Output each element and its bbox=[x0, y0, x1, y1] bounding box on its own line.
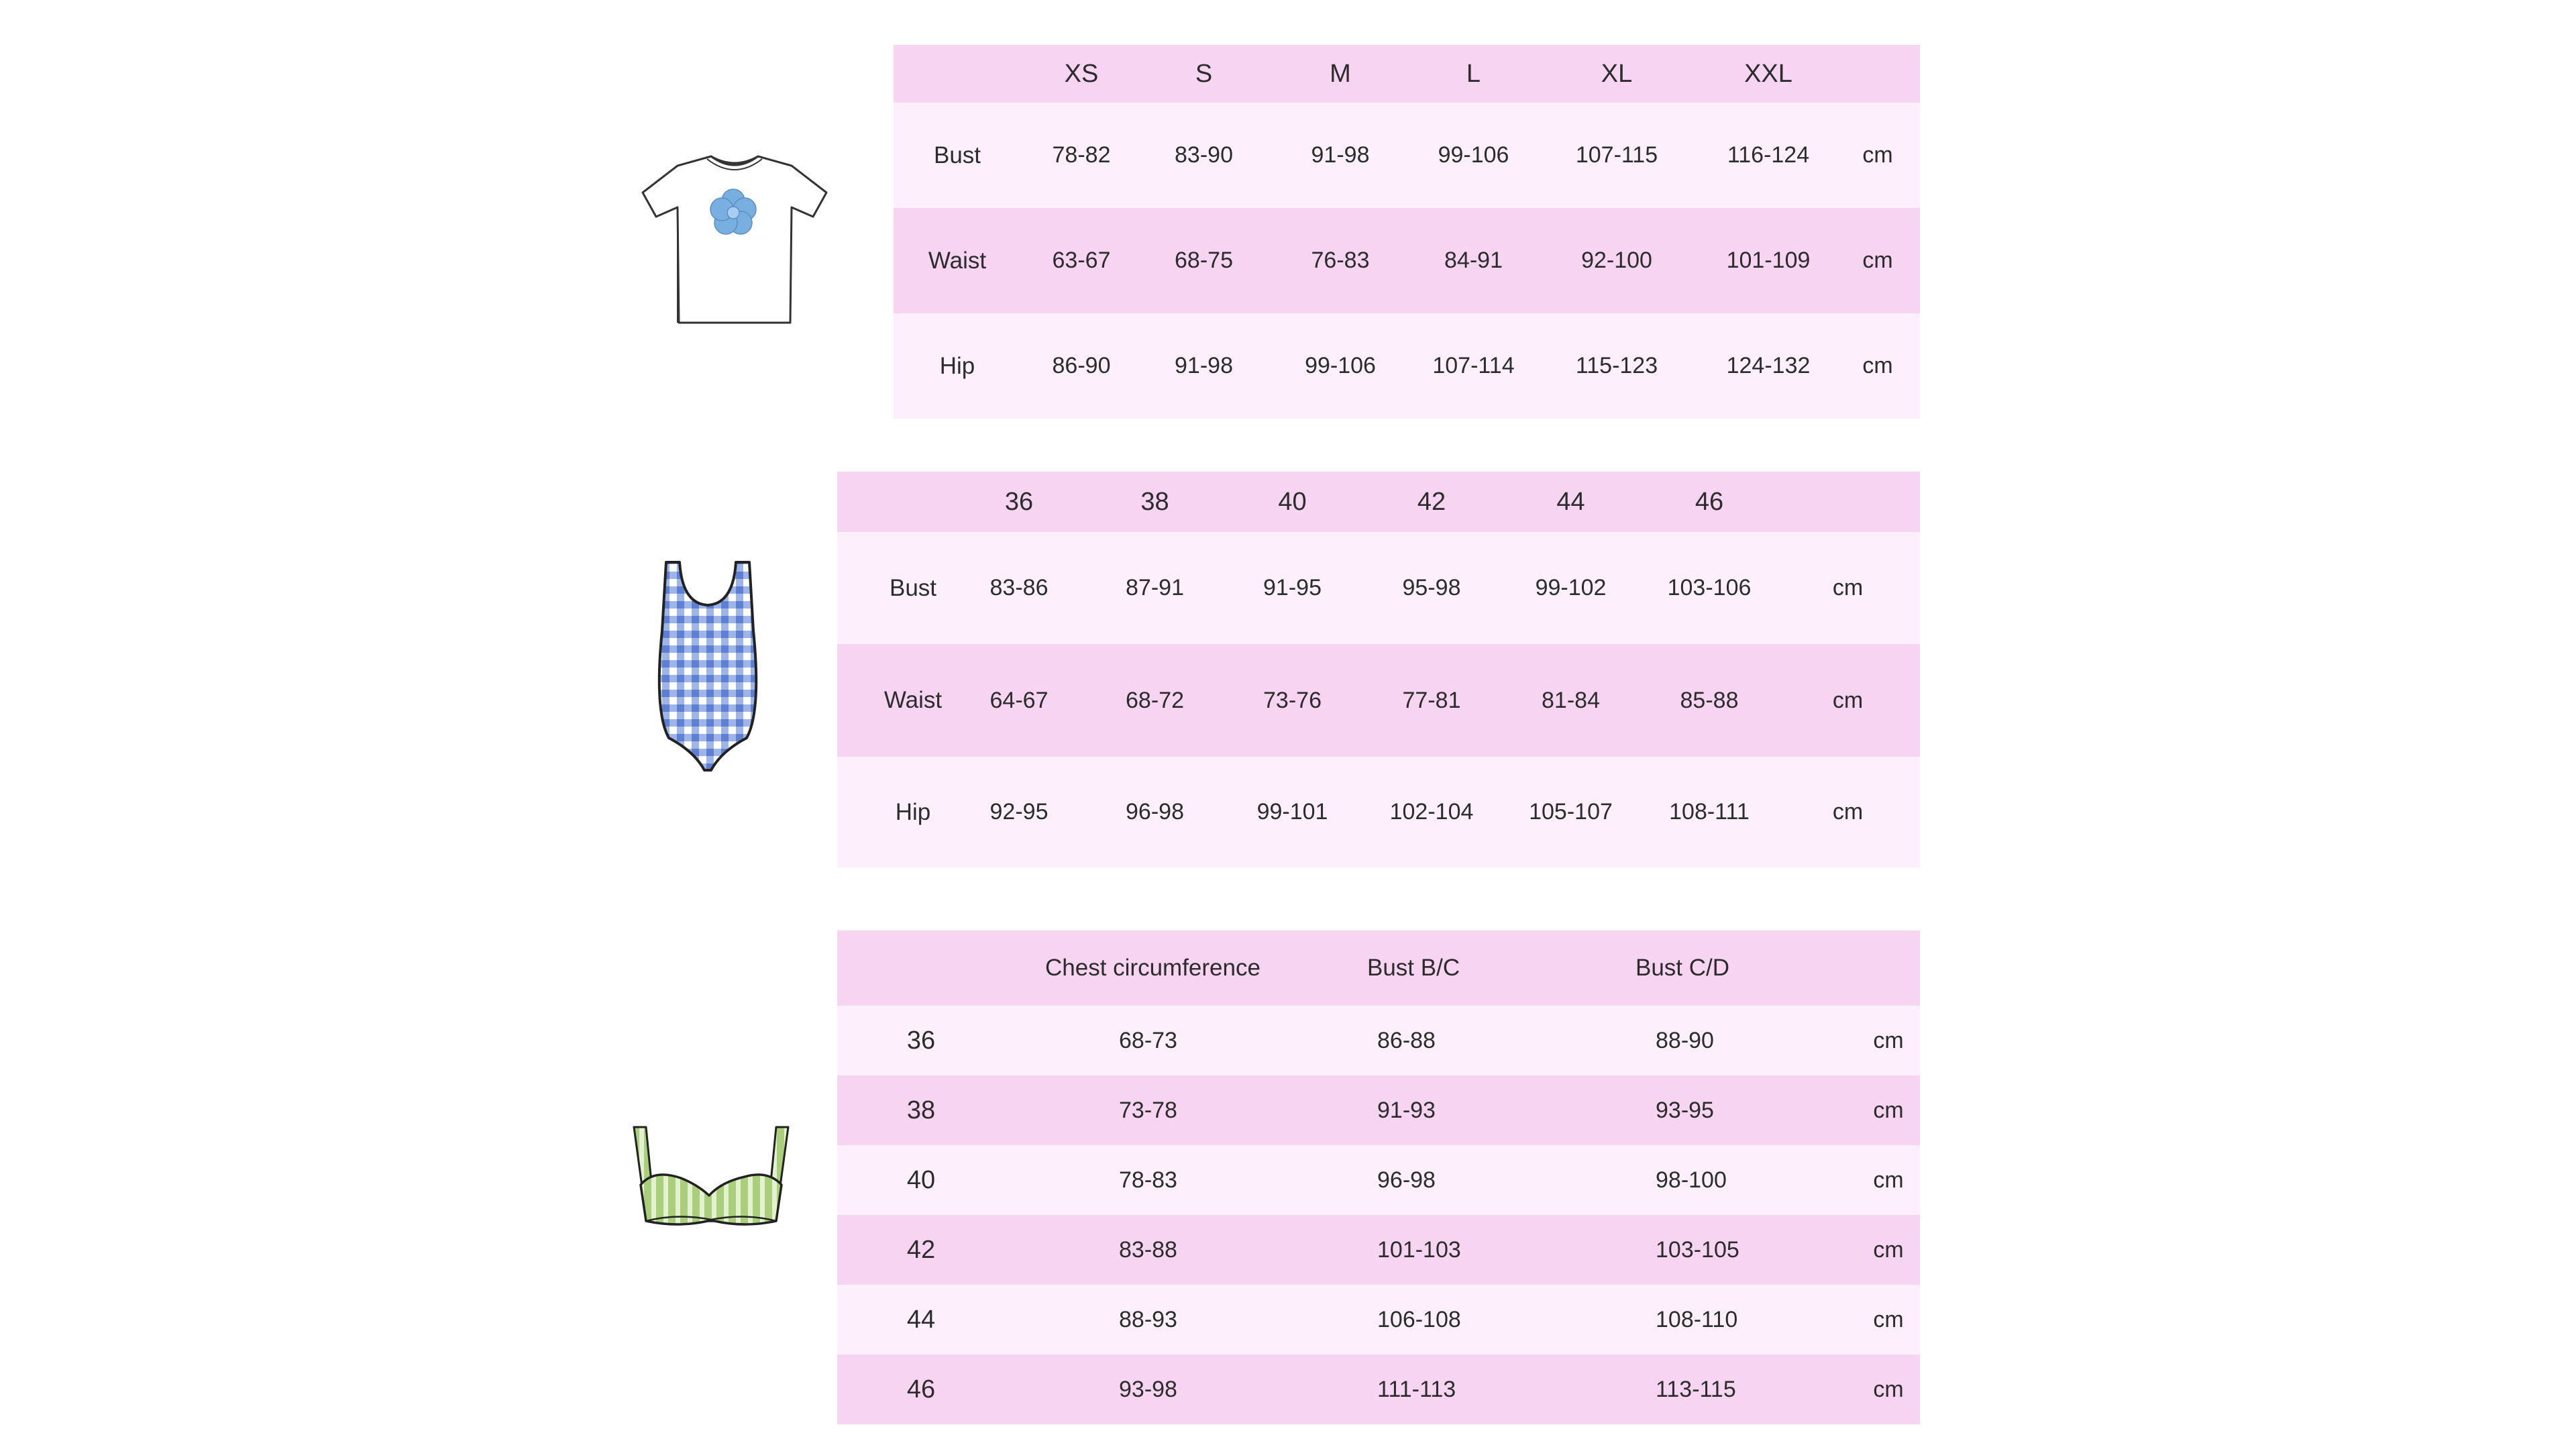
cell: 115-123 bbox=[1575, 353, 1658, 378]
cell: 95-98 bbox=[1402, 575, 1461, 600]
cell: 107-114 bbox=[1432, 353, 1515, 378]
size-header: 40 bbox=[1278, 487, 1307, 516]
cell: 88-90 bbox=[1656, 1027, 1714, 1053]
cell: 73-76 bbox=[1263, 687, 1322, 713]
size-header: XS bbox=[1064, 59, 1099, 88]
tshirt-icon bbox=[637, 151, 832, 329]
cell: 85-88 bbox=[1680, 687, 1739, 713]
cell: 105-107 bbox=[1529, 799, 1613, 825]
column-header: Chest circumference bbox=[1045, 955, 1260, 981]
cell: 98-100 bbox=[1656, 1167, 1727, 1193]
table-row bbox=[837, 644, 1920, 757]
size-label: 40 bbox=[906, 1165, 936, 1194]
size-label: 38 bbox=[906, 1096, 936, 1124]
cell: 96-98 bbox=[1126, 799, 1184, 825]
cell: 124-132 bbox=[1726, 353, 1811, 378]
cell: 93-95 bbox=[1656, 1097, 1714, 1123]
tshirt-header-row bbox=[894, 45, 1920, 103]
cell: 77-81 bbox=[1402, 687, 1461, 713]
table-row bbox=[837, 1145, 1920, 1215]
bikini-header-row bbox=[837, 931, 1920, 1006]
cell: 86-88 bbox=[1377, 1027, 1436, 1053]
cell: 64-67 bbox=[989, 687, 1049, 713]
unit-label: cm bbox=[1873, 1306, 1904, 1332]
size-header: 44 bbox=[1556, 487, 1585, 516]
cell: 92-95 bbox=[989, 799, 1049, 825]
cell: 83-90 bbox=[1175, 142, 1233, 168]
size-label: 46 bbox=[906, 1375, 936, 1403]
unit-label: cm bbox=[1862, 248, 1893, 273]
cell: 93-98 bbox=[1119, 1376, 1177, 1402]
size-label: 44 bbox=[906, 1305, 936, 1334]
cell: 87-91 bbox=[1126, 575, 1184, 600]
cell: 99-102 bbox=[1535, 575, 1607, 600]
swimsuit-header-row bbox=[837, 472, 1920, 532]
column-header: Bust C/D bbox=[1635, 955, 1730, 981]
cell: 101-109 bbox=[1726, 248, 1811, 273]
unit-label: cm bbox=[1873, 1097, 1904, 1123]
table-row bbox=[894, 103, 1920, 208]
cell: 83-88 bbox=[1119, 1236, 1177, 1263]
cell: 68-72 bbox=[1126, 687, 1184, 713]
cell: 81-84 bbox=[1542, 687, 1600, 713]
row-label: Waist bbox=[883, 687, 943, 713]
swimsuit-size-table bbox=[837, 472, 1920, 867]
unit-label: cm bbox=[1832, 687, 1864, 713]
cell: 102-104 bbox=[1389, 799, 1474, 825]
cell: 78-83 bbox=[1119, 1167, 1177, 1193]
row-label: Bust bbox=[933, 142, 981, 168]
cell: 92-100 bbox=[1581, 248, 1652, 273]
cell: 76-83 bbox=[1311, 248, 1370, 273]
size-header: XL bbox=[1601, 59, 1633, 88]
size-header: XXL bbox=[1744, 59, 1792, 88]
unit-label: cm bbox=[1832, 799, 1864, 825]
cell: 91-95 bbox=[1263, 575, 1322, 600]
row-label: Hip bbox=[895, 798, 931, 825]
cell: 108-110 bbox=[1656, 1306, 1738, 1332]
column-header: Bust B/C bbox=[1367, 955, 1460, 981]
size-header: 38 bbox=[1140, 487, 1169, 516]
cell: 99-106 bbox=[1438, 142, 1509, 168]
cell: 73-78 bbox=[1119, 1097, 1177, 1123]
size-header: L bbox=[1466, 59, 1481, 88]
table-row bbox=[837, 1355, 1920, 1424]
table-row bbox=[837, 1215, 1920, 1285]
cell: 68-73 bbox=[1119, 1027, 1177, 1053]
cell: 68-75 bbox=[1175, 248, 1233, 273]
table-row bbox=[837, 1285, 1920, 1355]
unit-label: cm bbox=[1832, 575, 1864, 600]
cell: 106-108 bbox=[1377, 1306, 1461, 1332]
bikini-size-table bbox=[837, 931, 1920, 1424]
unit-label: cm bbox=[1873, 1027, 1904, 1053]
table-row bbox=[837, 1075, 1920, 1145]
row-label: Bust bbox=[889, 574, 937, 601]
size-header: 42 bbox=[1417, 487, 1446, 516]
table-row bbox=[837, 757, 1920, 867]
row-label: Hip bbox=[939, 352, 975, 379]
cell: 103-106 bbox=[1667, 575, 1752, 600]
unit-label: cm bbox=[1873, 1167, 1904, 1193]
cell: 86-90 bbox=[1052, 353, 1111, 378]
cell: 91-98 bbox=[1311, 142, 1370, 168]
cell: 91-98 bbox=[1175, 353, 1233, 378]
cell: 103-105 bbox=[1656, 1236, 1739, 1263]
cell: 101-103 bbox=[1377, 1236, 1461, 1263]
table-row bbox=[894, 208, 1920, 313]
cell: 88-93 bbox=[1119, 1306, 1177, 1332]
table-row bbox=[837, 1006, 1920, 1075]
tshirt-size-table bbox=[894, 45, 1920, 419]
cell: 96-98 bbox=[1377, 1167, 1436, 1193]
cell: 113-115 bbox=[1656, 1376, 1736, 1402]
size-header: 36 bbox=[1004, 487, 1034, 516]
cell: 111-113 bbox=[1377, 1376, 1456, 1402]
cell: 63-67 bbox=[1052, 248, 1111, 273]
cell: 83-86 bbox=[989, 575, 1049, 600]
unit-label: cm bbox=[1862, 353, 1893, 378]
row-label: Waist bbox=[928, 247, 987, 274]
unit-label: cm bbox=[1862, 142, 1893, 168]
cell: 84-91 bbox=[1444, 248, 1503, 273]
bikini-top-icon bbox=[627, 1120, 795, 1234]
table-row bbox=[837, 532, 1920, 644]
unit-label: cm bbox=[1873, 1376, 1904, 1402]
size-label: 42 bbox=[906, 1235, 936, 1264]
unit-label: cm bbox=[1873, 1236, 1904, 1263]
cell: 116-124 bbox=[1727, 142, 1810, 168]
cell: 99-101 bbox=[1256, 799, 1328, 825]
cell: 108-111 bbox=[1669, 799, 1750, 825]
cell: 107-115 bbox=[1575, 142, 1658, 168]
cell: 99-106 bbox=[1305, 353, 1376, 378]
cell: 91-93 bbox=[1377, 1097, 1436, 1123]
size-header: M bbox=[1330, 59, 1351, 88]
table-row bbox=[894, 313, 1920, 419]
size-label: 36 bbox=[906, 1026, 936, 1055]
size-header: S bbox=[1195, 59, 1213, 88]
cell: 78-82 bbox=[1052, 142, 1111, 168]
size-header: 46 bbox=[1695, 487, 1724, 516]
swimsuit-icon bbox=[647, 557, 768, 775]
